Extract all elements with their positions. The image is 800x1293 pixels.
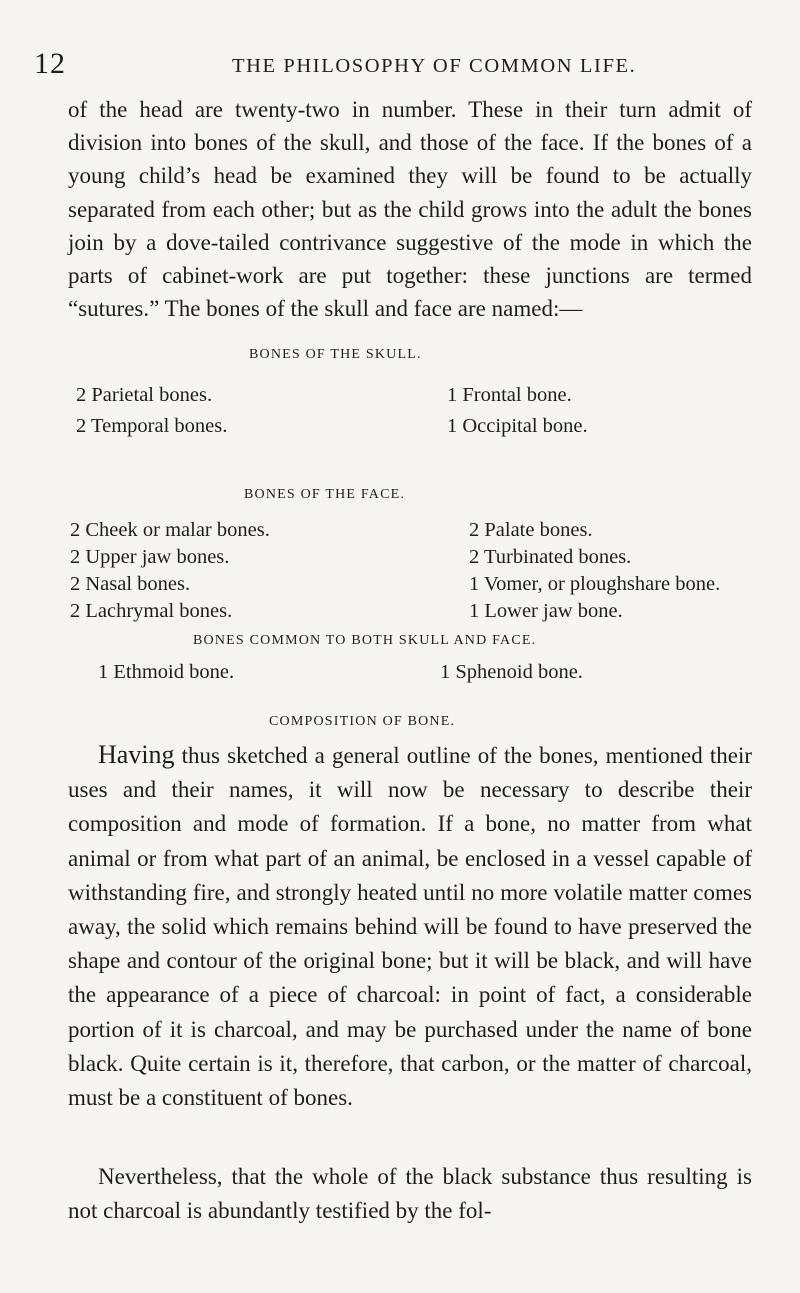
face-right-item-4: 1 Lower jaw bone. [469,600,623,622]
paragraph-lead-word: Having [98,740,175,769]
both-right-item: 1 Sphenoid bone. [440,661,583,683]
paragraph-body: thus sketched a general outline of the bones, mentioned their uses and their names, it will now be necessary to describe their composition and mode of formation. If a bone, no matter from what animal or from what part of an animal, be enclosed in a vessel capable of withstanding fire, and strongly heated until no more volatile matter comes away, the solid which remains behind will be found to have preserved the shape and contour of the original bone; but it will be black, and will have the appearance of a piece of charcoal: in point of fact, a considerable portion of it is charcoal, and may be purchased under the name of bone black. Quite certain is it, therefore, that carbon, or the matter of charcoal, must be a constituent of bones. [68,743,752,1111]
both-left-item: 1 Ethmoid bone. [98,661,235,683]
closing-paragraph: Nevertheless, that the whole of the black substance thus resulting is not charcoal is abundantly testified by the fol- [68,1164,752,1224]
intro-paragraph: of the head are twenty-two in number. These in their turn admit of division into bones of the skull, and those of the face. If the bones of a young child’s head be examined they will be found to be actually separated from each other; but as the child grows into the adult the bones join by a dove-tailed contrivance suggestive of the mode in which the parts of cabinet-work are put together: these junctions are termed “sutures.” The bones of the skull and face are named:— [68,97,752,322]
face-right-item-1: 2 Palate bones. [469,519,593,541]
face-left-item-4: 2 Lachrymal bones. [70,600,233,622]
skull-left-item-2: 2 Temporal bones. [76,415,228,437]
skull-heading: BONES OF THE SKULL. [249,347,422,362]
face-right-item-2: 2 Turbinated bones. [469,546,632,568]
skull-right-item-2: 1 Occipital bone. [447,415,588,437]
face-left-item-3: 2 Nasal bones. [70,573,191,595]
composition-heading: COMPOSITION OF BONE. [269,714,456,729]
running-title: THE PHILOSOPHY OF COMMON LIFE. [232,55,637,77]
face-right-item-3: 1 Vomer, or ploughshare bone. [469,573,721,595]
both-heading: BONES COMMON TO BOTH SKULL AND FACE. [193,633,537,648]
face-left-item-2: 2 Upper jaw bones. [70,546,230,568]
face-left-item-1: 2 Cheek or malar bones. [70,519,270,541]
composition-paragraph [68,738,752,1115]
page-number: 12 [34,47,66,80]
skull-right-item-1: 1 Frontal bone. [447,384,572,406]
face-heading: BONES OF THE FACE. [244,487,406,502]
skull-left-item-1: 2 Parietal bones. [76,384,213,406]
